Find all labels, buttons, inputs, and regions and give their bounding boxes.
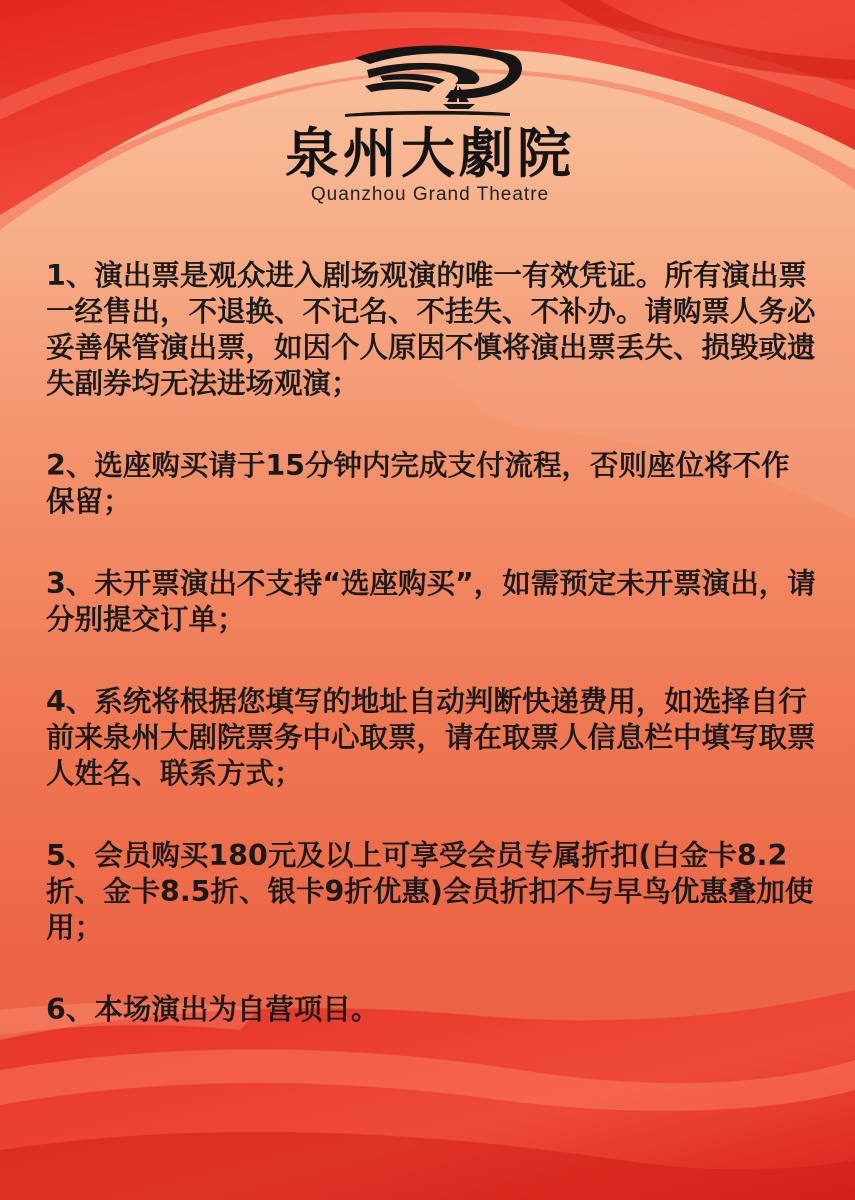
notice-item-6: 6、本场演出为自营项目。 xyxy=(46,993,380,1026)
ticket-notice-list xyxy=(46,258,816,1074)
theatre-name-chinese: 泉州大劇院 xyxy=(285,121,575,185)
notice-item-1: 1、演出票是观众进入剧场观演的唯一有效凭证。所有演出票一经售出，不退换、不记名、不挂失、不补办。请购票人务必妥善保管演出票，如因个人原因不慎将演出票丢失、损毁或遗失副券均无法进场观演； xyxy=(46,259,816,400)
theatre-logo xyxy=(280,40,580,210)
notice-item-5: 5、会员购买180元及以上可享受会员专属折扣(白金卡8.2折、金卡8.5折、银卡9折优惠)会员折扣不与早鸟优惠叠加使用； xyxy=(46,839,814,944)
theatre-name-english: Quanzhou Grand Theatre xyxy=(310,184,550,205)
notice-item-4: 4、系统将根据您填写的地址自动判断快递费用，如选择自行前来泉州大剧院票务中心取票，请在取票人信息栏中填写取票人姓名、联系方式； xyxy=(46,685,816,790)
notice-item-3: 3、未开票演出不支持“选座购买”，如需预定未开票演出，请分别提交订单； xyxy=(46,567,816,636)
theatre-wave-sailboat-icon xyxy=(325,40,525,120)
notice-item-2: 2、选座购买请于15分钟内完成支付流程，否则座位将不作保留； xyxy=(46,449,790,518)
